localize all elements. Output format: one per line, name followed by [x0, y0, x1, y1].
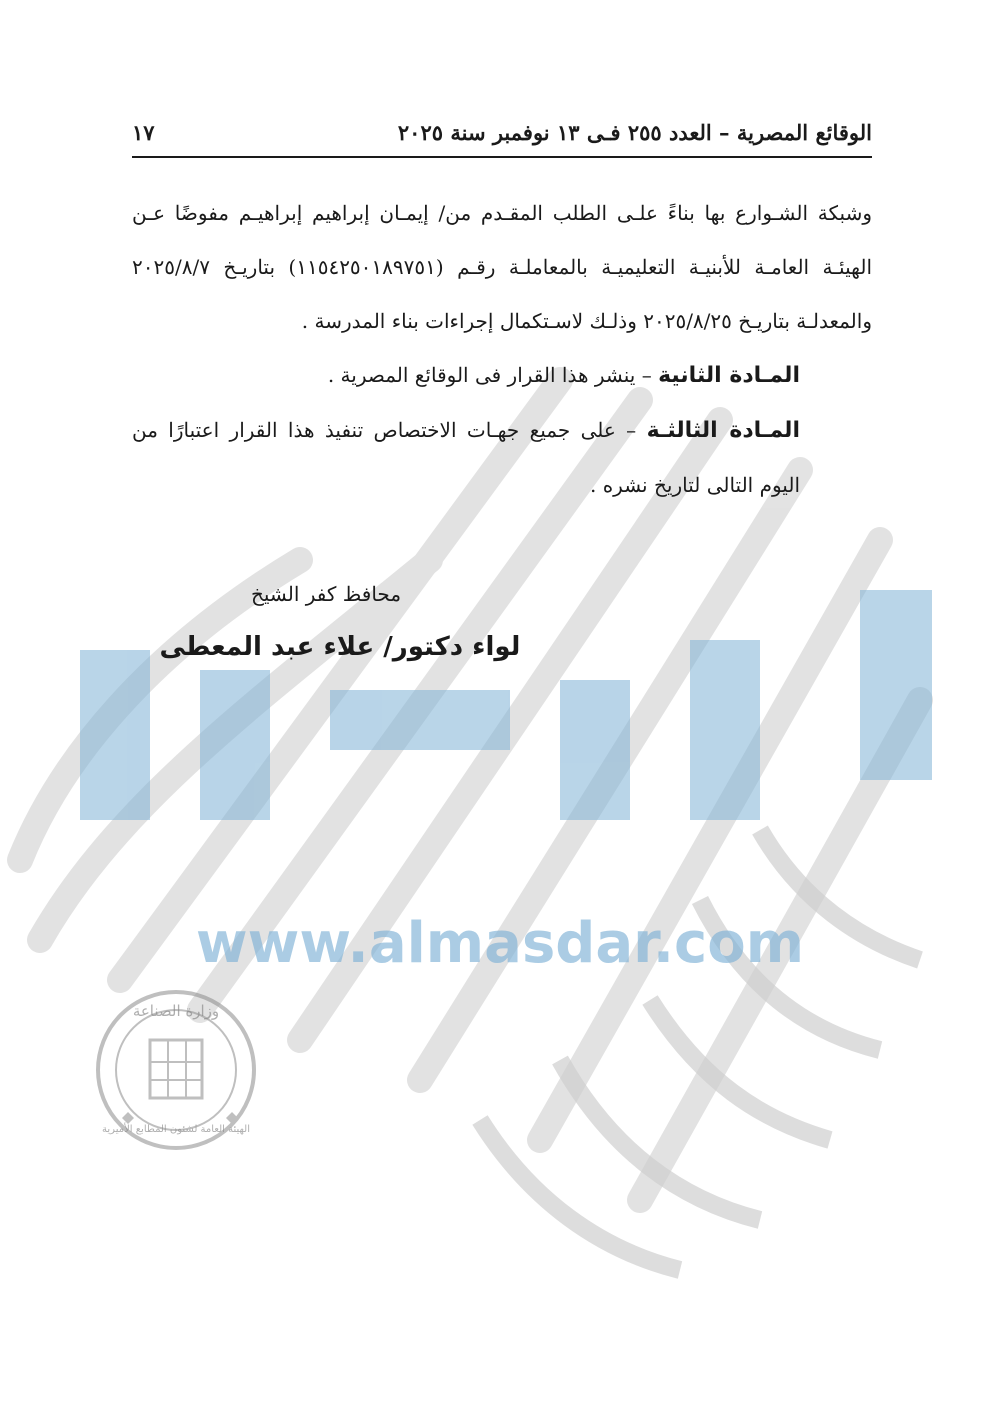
paragraph-continuation: وشبكة الشـوارع بها بناءً علـى الطلب المقـدم من/ إيمـان إبراهيم إبراهيـم مفوضًا عـن الهيئـة العامـة للأبنيـة التعليميـة بالمعاملـة رقـم (١١٥٤٢٥٠١٨٩٧٥١) بتاريـخ ٢٠٢٥/٨/٧ والمعدلـة بتاريـخ ٢٠٢٥/٨/٢٥ وذلـك لاسـتكمال إجراءات بناء المدرسة .	[132, 201, 872, 333]
document-body	[132, 186, 872, 512]
seal-icon	[98, 992, 254, 1148]
watermark-arabic-script-strokes	[480, 830, 920, 1270]
watermark-url: www.almasdar.com	[195, 911, 805, 976]
watermark-brand-shapes	[80, 590, 932, 820]
article-3	[132, 403, 872, 512]
article-2-title: المـادة الثانية	[658, 363, 800, 388]
article-2	[132, 348, 872, 403]
seal-authority-text: الهيئة العامة لشئون المطابع الأميرية	[102, 1124, 250, 1135]
header-divider	[132, 156, 872, 158]
header-title: الوقائع المصرية – العدد ٢٥٥ فـى ١٣ نوفمبر سنة ٢٠٢٥	[397, 119, 872, 145]
seal-ministry-text: وزارة الصناعة	[132, 1002, 220, 1020]
article-2-text: – ينشر هذا القرار فى الوقائع المصرية .	[327, 363, 659, 387]
page-header	[132, 112, 872, 152]
article-3-text: – على جميع جهـات الاختصاص تنفيذ هذا القرار اعتبارًا من اليوم التالى لتاريخ نشره .	[132, 418, 800, 497]
page-number: ١٧	[132, 119, 155, 145]
article-3-title: المـادة الثالثـة	[646, 418, 800, 443]
signature-name: لواء دكتور/ علاء عبد المعطى	[159, 632, 521, 662]
signature-role: محافظ كفر الشيخ	[250, 582, 402, 606]
